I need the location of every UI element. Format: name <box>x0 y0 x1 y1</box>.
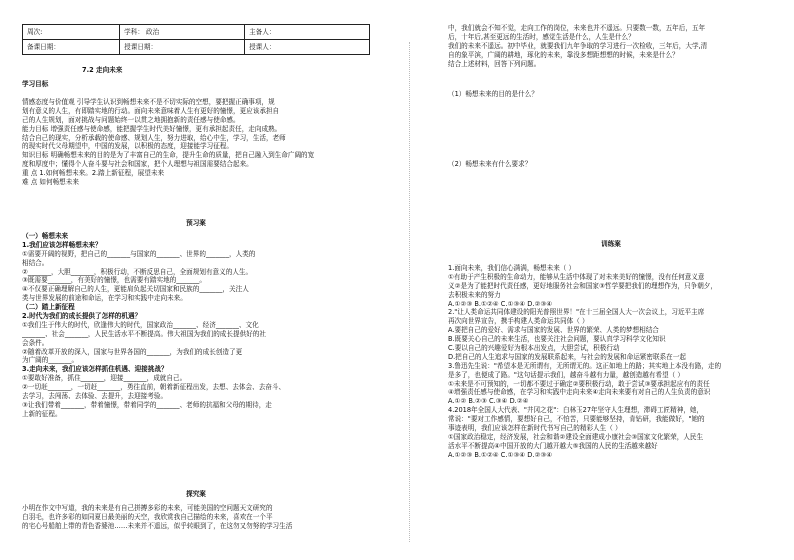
practice-line: 1.面向未来，我们信心满满，畅想未来（ ） <box>448 264 576 272</box>
section-heading: （二）踏上新征程 <box>22 303 75 312</box>
fill-line: 去学习，去闯荡、去体验、去提升，去迎接考验。 <box>22 392 168 401</box>
fill-line: ①要敢好准备，抓住_______，迎接_______，成就自己。 <box>22 374 187 383</box>
practice-line: ④增强责任感与使命感，在学习和实践中走向未来④走向未来要有对自己的人生负责的意识 <box>448 388 711 397</box>
question-heading: 1.我们应该怎样畅想未来？ <box>22 240 102 249</box>
practice-line: ①国家政治稳定，经济发展，社会和谐②建设全面建成小康社会③国家文化繁荣，人民生 <box>448 432 704 441</box>
lesson-title: 7.2 走向未来 <box>82 66 123 74</box>
goals-block <box>22 98 370 187</box>
material-line: 结合上述材料，回答下列问题。 <box>448 59 541 68</box>
goals-heading: 学习目标 <box>22 80 49 88</box>
header-table <box>22 24 370 55</box>
goal-line: 己的人生规划，面对挑战与问题始终一以贯之地拥抱新的责任感与使命感。 <box>22 115 240 124</box>
fill-line: ②随着改革开放的深入，国家与世界各国的_______，为我们的成长创造了更 <box>22 347 243 356</box>
question-1: （1）畅想未来的目的是什么？ <box>448 90 538 98</box>
goal-line: 能力目标 增强责任感与使命感，能把握学生时代美好憧憬，更有承担起责任，走向成熟。 <box>22 124 282 133</box>
practice-line: 常说："要对工作感情，要想好自己，不怕苦，只要能够坚持，肯钻研，我能做好，"她的 <box>448 415 705 424</box>
preview-heading: 预习案 <box>186 219 206 227</box>
explore-heading: 探究案 <box>186 490 206 498</box>
goal-line: 知识目标 明确畅想未来的目的是为了丰富自己的生命，提升生命的质量，把自己融入到生命广阔的宽 <box>22 151 315 160</box>
practice-line: 是多了，也便成了路。"这句话提示我们，越奋斗越有力量，越创造越有希望（ ） <box>448 370 684 379</box>
goal-line: 重 点 1.如何畅想未来。2.踏上新征程，展望未来 <box>22 169 165 178</box>
fill-line: 为广阔的_______。 <box>22 356 79 365</box>
goal-line: 划有意义的人生，有即踏实地的行动。面向未来意味着人生有更好的憧憬，更应该承担自 <box>22 106 280 115</box>
fill-line: ④不仅要正确理解自己的人生，更能肩负起关切国家和民族的_______，关注人 <box>22 285 249 294</box>
practice-line: ①有助于产生积极的生命动力，能够从生活中体现了对未来美好的憧憬，没有任何意义意 <box>448 272 705 281</box>
explore-line: 的宅心号船舶上带的青色香婆池……未来并不遥远，似乎转眼到了，在这勿又勿努的学习生活 <box>22 521 293 530</box>
practice-line: C.要以自己的兴趣爱好为根本出发点，大胆尝试，积极行动 <box>448 344 620 353</box>
subject-cell: 学科： 政治 <box>120 25 245 40</box>
practice-line: 义②是为了能把时代责任感，更好地服务社会和国家③哲学要把我们的理想作为，只争朝夕， <box>448 281 717 290</box>
practice-line: D.把自己的人生追求与国家的发展联系起来，与社会的发展和命运紧密联系在一起 <box>448 352 686 361</box>
section-heading: （一）畅想未来 <box>22 232 69 240</box>
practice-line: ①未来是不可预知的，一切都不要过于确定②要积极行动，敢于尝试③要承担起应有的责任 <box>448 379 710 388</box>
practice-line: B.既要关心自己的未来生活，也要关注社会问题，要认真学习科学文化知识 <box>448 335 666 344</box>
fill-line: 类与世界发展的前途和命运，在学习和实践中走向未来。 <box>22 294 187 303</box>
practice-heading: 训练案 <box>601 240 621 248</box>
material-line: 我们的未来不遥远。初中毕业，就要我们九年争取的学习进行一次检收，三年后，大学,清 <box>448 41 708 50</box>
goal-line: 度和厚度中；懂得个人奋斗要与社会和国家，把个人理想与祖国需要结合起来。 <box>22 160 253 169</box>
practice-line: 3.鲁迅先生说："希望本是无所谓有，无所谓无的。这正如地上的路；其实地上本没有路，走的 <box>448 361 722 370</box>
practice-line: 活水平不断提高④中国开放的大门越开越大⑤我国的人民的生活越来越好 <box>448 441 658 450</box>
material-line: 自的象平滨，广阔的耕地，琢化的未来，靠没多想距想想的时候，未来是什么？ <box>448 50 679 59</box>
goal-line: 结合自己的现实，分析承载的使命感、规划人生，努力进取，给心中生，学习，生活，老师 <box>22 133 286 142</box>
practice-line: A.①②③ B.①②④ C.①③④ D.②③④ <box>448 299 553 308</box>
fill-line: ②一切赶_______，一切赶_______，勇往直前，朝着新征程出发，去想、去体会、去奋斗、 <box>22 383 286 392</box>
explore-block <box>22 504 370 531</box>
practice-line: 4.2018年全国人大代表、"井冈之花"：白林玉27年坚守人生理想，滞碍工匠精神，她， <box>448 406 704 415</box>
material-line: 中，我们就会不知不觉，走向工作的岗位，未来也并不遥远。只要数一数，五年后，五年 <box>448 24 706 32</box>
preview-block <box>22 232 370 419</box>
question-heading: 3.走向未来，我们应该怎样抓住机遇、迎接挑战？ <box>22 365 168 374</box>
material-block <box>448 24 774 68</box>
practice-line: A.①②③ B.①②④ C.①③④ D.②③④ <box>448 450 553 459</box>
practice-line: 去积极未来的努力 <box>448 290 501 299</box>
fill-line: 相结合。 <box>22 258 49 267</box>
week-cell: 周次: <box>23 25 120 40</box>
question-heading: 2.时代为我们的成长提供了怎样的机遇？ <box>22 312 142 321</box>
goal-line: 情感态度与价值观 引导学生认识到畅想未来不是不切实际的空想，要把握正确事项，规 <box>22 98 275 106</box>
fill-line: ①我们生于伟大的时代，欣逢伟大的时代，国家政治_______、经济_______、文化 <box>22 320 259 329</box>
practice-line: A.要把自己的爱好、需求与国家的发展、世界的繁荣、人类的梦想相结合 <box>448 326 659 335</box>
practice-line: 事迹表明，我们应该怎样在新时代书写自己的精彩人生（ ） <box>448 424 622 433</box>
fill-line: 会条件。 <box>22 338 49 347</box>
fill-line: ③让我们带着_______，带着憧憬，带着同学的_______、老师的抗福和父母的期待，走 <box>22 400 272 409</box>
fill-line: ②_______，大胆_______，积极行动，不断反思自己，全面规划有意义的人生。 <box>22 267 253 276</box>
teach-date-cell: 授课日期： <box>120 40 245 55</box>
practice-line: 再次向世界宣告，携手构建人类命运共同体（ ） <box>448 317 589 326</box>
fill-line: ①需要开阔的视野，把自己的_______与国家的_______、世界的_______，人类的 <box>22 249 256 258</box>
prep-date-cell: 备课日期： <box>23 40 120 55</box>
explore-line: 白羽毛，也许多彩的如同夏日最美丽的天空，我欣赏我自己描绘的未来，喜欢在一个平 <box>22 512 273 521</box>
material-line: 后，十年后,甚至更远的生活时，感觉生活是什么，人生是什么？ <box>448 32 635 41</box>
question-2: （2）畅想未来有什么要求？ <box>448 160 532 168</box>
fill-line: ③既需要_______，有美好的憧憬，也需要有踏实地的_______。 <box>22 276 206 285</box>
preparer-cell: 主备人： <box>245 25 370 40</box>
fill-line: _______、社会_______，人民生活水平不断提高。伟大祖国为我们的成长提供好的社 <box>22 329 266 338</box>
teacher-cell: 授课人： <box>245 40 370 55</box>
practice-block <box>448 264 774 460</box>
header-table-wrap <box>22 24 370 55</box>
goal-line: 难 点 如何畅想未来 <box>22 178 79 187</box>
column-divider <box>409 42 410 542</box>
goal-line: 的现实时代父母期望中，中国的发展，以积极的态度，迎接能学习征程。 <box>22 142 233 151</box>
practice-line: 2."让人类命运共同体建设的阳光普照世界！"在十三届全国人大一次会议上，习近平主席 <box>448 308 705 317</box>
fill-line: 上新的征程。 <box>22 409 62 418</box>
practice-line: A.①② B.②③ C.③④ D.②④ <box>448 397 529 406</box>
explore-line: 小明在作文中写道，我的未来是有自己拼搏多彩的未来，可能美国的空问题天文研究的 <box>22 504 273 512</box>
